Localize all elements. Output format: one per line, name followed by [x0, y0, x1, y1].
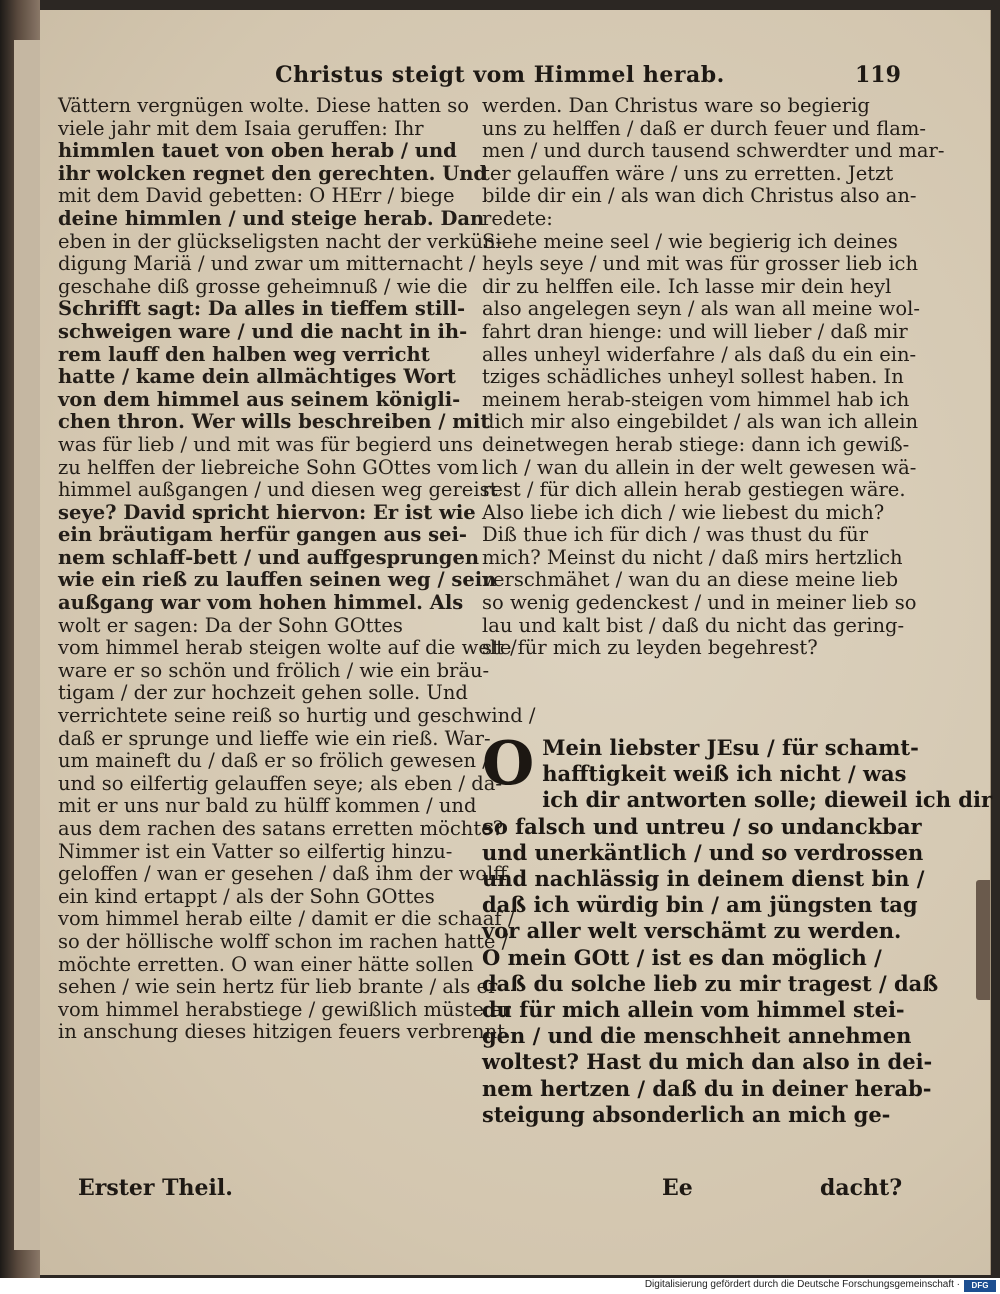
text-line: meinem herab-steigen vom himmel hab ich: [482, 387, 910, 411]
prayer-first-lines: [482, 729, 993, 814]
text-line: digung Mariä / und zwar um mitternacht /: [58, 252, 476, 276]
dfg-logo: DFG: [964, 1280, 996, 1292]
prayer-line: steigung absonderlich an mich ge-: [482, 1101, 891, 1127]
text-line: außgang war vom hohen himmel. Als: [58, 591, 464, 615]
text-line: aus dem rachen des satans erretten möchte?: [58, 817, 504, 840]
text-line: ter gelauffen wäre / uns zu erretten. Jetzt: [482, 161, 894, 185]
text-line: rest / für dich allein herab gestiegen wäre.: [482, 478, 906, 502]
signature-mark: Erster Theil.: [78, 1175, 233, 1201]
prayer-line: daß du solche lieb zu mir tragest / daß: [482, 970, 939, 996]
text-line: hatte / kame dein allmächtiges Wort: [58, 365, 456, 389]
text-line: von dem himmel aus seinem königli-: [58, 387, 461, 411]
text-line: Also liebe ich dich / wie liebest du mich?: [482, 500, 885, 524]
prayer-line: und unerkäntlich / und so verdrossen: [482, 839, 924, 865]
text-line: zu helffen der liebreiche Sohn GOttes vom: [58, 455, 479, 479]
text-line: Nimmer ist ein Vatter so eilfertig hinzu-: [58, 839, 453, 863]
text-line: vom himmel herab steigen wolte auf die welt /: [58, 636, 517, 660]
text-line: dich mir also eingebildet / als wan ich allein: [482, 410, 919, 434]
drop-capital: O: [482, 729, 535, 799]
signature-letters: Ee: [662, 1175, 693, 1201]
text-line: Schrifft sagt: Da alles in tieffem still-: [58, 297, 466, 321]
text-line: heyls seye / und mit was für grosser lieb ich: [482, 252, 919, 276]
catchword: dacht?: [820, 1175, 903, 1201]
text-line: ste für mich zu leyden begehrest?: [482, 636, 818, 660]
prayer-line: vor aller welt verschämt zu werden.: [482, 918, 902, 944]
prayer-line: O mein GOtt / ist es dan möglich /: [482, 944, 882, 970]
text-line: vom himmel herab eilte / damit er die schaaf /: [58, 907, 515, 931]
text-line: geschahe diß grosse geheimnuß / wie die: [58, 274, 468, 298]
digitization-credit: Digitalisierung gefördert durch die Deutsche Forschungsgemeinschaft ·: [644, 1279, 960, 1290]
text-line: men / und durch tausend schwerdter und mar-: [482, 139, 945, 163]
prayer-line: Mein liebster JEsu / für schamt-: [542, 735, 919, 760]
text-line: himmel außgangen / und diesen weg gereist: [58, 478, 498, 502]
text-line: vom himmel herabstiege / gewißlich müste er: [58, 997, 511, 1021]
text-line: ihr wolcken regnet den gerechten. Und: [58, 161, 488, 185]
text-line: und so eilfertig gelauffen seye; als eben / da-: [58, 771, 502, 795]
text-line: so wenig gedenckest / und in meiner lieb so: [482, 591, 917, 615]
text-line: ein bräutigam herfür gangen aus sei-: [58, 523, 468, 547]
text-line: werden. Dan Christus ware so begierig: [482, 94, 870, 117]
text-line: ein kind ertappt / als der Sohn GOttes: [58, 884, 435, 908]
text-line: nem schlaff-bett / und auffgesprungen: [58, 545, 480, 569]
text-line: wolt er sagen: Da der Sohn GOttes: [58, 613, 403, 637]
text-line: verschmähet / wan du an diese meine lieb: [482, 568, 899, 592]
text-line: schweigen ware / und die nacht in ih-: [58, 319, 468, 343]
text-line: mit er uns nur bald zu hülff kommen / und: [58, 794, 477, 818]
text-line: eben in der glückseligsten nacht der verkün-: [58, 229, 503, 253]
text-line: daß er sprunge und lieffe wie ein rieß. War-: [58, 726, 491, 750]
text-line: Siehe meine seel / wie begierig ich deines: [482, 229, 898, 253]
text-line: in anschung dieses hitzigen feuers verbrennt: [58, 1020, 505, 1044]
prayer-line: hafftigkeit weiß ich nicht / was: [542, 761, 907, 787]
text-line: was für lieb / und mit was für begierd uns: [58, 432, 474, 456]
text-line: um maineft du / daß er so frölich gewesen /: [58, 749, 489, 773]
text-line: verrichtete seine reiß so hurtig und geschwind /: [58, 704, 536, 728]
text-line: seye? David spricht hiervon: Er ist wie: [58, 500, 476, 524]
running-title: Christus steigt vom Himmel herab.: [275, 62, 725, 88]
text-line: fahrt dran hienge: und will lieber / daß mir: [482, 319, 908, 343]
text-line: also angelegen seyn / als wan all meine wol-: [482, 297, 920, 321]
text-line: ware er so schön und frölich / wie ein bräu-: [58, 658, 490, 682]
text-line: chen thron. Wer wills beschreiben / mit: [58, 410, 490, 434]
text-line: geloffen / wan er gesehen / daß ihm der wolff: [58, 862, 508, 886]
text-line: Diß thue ich für dich / was thust du für: [482, 523, 869, 547]
text-line: tziges schädliches unheyl sollest haben. In: [482, 365, 904, 389]
prayer-line: gen / und die menschheit annehmen: [482, 1023, 912, 1049]
text-line: himmlen tauet von oben herab / und: [58, 139, 457, 163]
text-line: dir zu helffen eile. Ich lasse mir dein heyl: [482, 274, 892, 298]
prayer-line: nem hertzen / daß du in deiner herab-: [482, 1075, 932, 1101]
text-line: rem lauff den halben weg verricht: [58, 342, 430, 366]
text-line: uns zu helffen / daß er durch feuer und flam-: [482, 116, 926, 140]
text-line: bilde dir ein / als wan dich Christus also an-: [482, 184, 917, 208]
text-line: mich? Meinst du nicht / daß mirs hertzlich: [482, 545, 903, 569]
text-line: sehen / wie sein hertz für lieb brante / als er: [58, 975, 498, 999]
text-line: deinetwegen herab stiege: dann ich gewiß-: [482, 432, 910, 456]
text-line: möchte erretten. O wan einer hätte sollen: [58, 952, 474, 976]
prayer-line: so falsch und untreu / so undanckbar: [482, 813, 922, 839]
prayer-lines: [482, 813, 939, 1128]
text-line: Vättern vergnügen wolte. Diese hatten so: [58, 94, 469, 117]
prayer-line: daß ich würdig bin / am jüngsten tag: [482, 892, 918, 918]
text-line: lich / wan du allein in der welt gewesen wä-: [482, 455, 917, 479]
text-line: deine himmlen / und steige herab. Dan: [58, 206, 485, 230]
prayer-line: woltest? Hast du mich dan also in dei-: [482, 1049, 933, 1075]
right-text-column: [482, 94, 945, 660]
prayer-line: du für mich allein vom himmel stei-: [482, 997, 905, 1023]
text-line: wie ein rieß zu lauffen seinen weg / sein: [58, 568, 497, 592]
text-line: alles unheyl widerfahre / als daß du ein ein-: [482, 342, 917, 366]
text-line: mit dem David gebetten: O HErr / biege: [58, 184, 455, 208]
text-line: tigam / der zur hochzeit gehen solle. Und: [58, 681, 468, 705]
page-clip: [976, 880, 990, 1000]
prayer-line: und nachlässig in deinem dienst bin /: [482, 866, 925, 892]
text-line: redete:: [482, 206, 553, 230]
text-line: viele jahr mit dem Isaia geruffen: Ihr: [58, 116, 424, 140]
page-number: 119: [855, 62, 901, 88]
text-line: so der höllische wolff schon im rachen hatte /: [58, 929, 509, 953]
text-line: lau und kalt bist / daß du nicht das gering-: [482, 613, 905, 637]
prayer-line: ich dir antworten solle; dieweil ich dir: [542, 787, 993, 813]
prayer-paragraph: [482, 729, 993, 1128]
